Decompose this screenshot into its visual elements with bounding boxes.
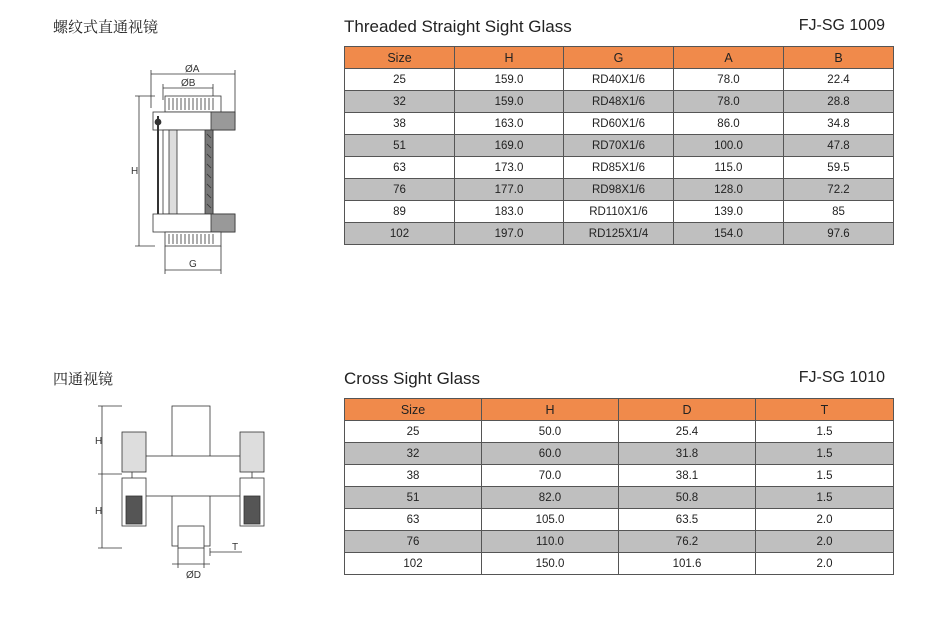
column-header: Size xyxy=(345,47,455,69)
table-cell: 31.8 xyxy=(619,443,756,465)
table-cell: 59.5 xyxy=(784,157,894,179)
table-cell: 38 xyxy=(345,113,455,135)
table-cell: 63 xyxy=(345,509,482,531)
column-header: G xyxy=(564,47,674,69)
table-cell: 139.0 xyxy=(674,201,784,223)
table-cell: 197.0 xyxy=(455,223,564,245)
table-row xyxy=(345,113,894,135)
table-cell: 70.0 xyxy=(482,465,619,487)
table-cell: 38.1 xyxy=(619,465,756,487)
table-row xyxy=(345,509,894,531)
column-header: A xyxy=(674,47,784,69)
dimension-h-lower-label: H xyxy=(95,506,103,517)
table-cell: 173.0 xyxy=(455,157,564,179)
table-cell: 25 xyxy=(345,69,455,91)
table-cell: 78.0 xyxy=(674,91,784,113)
column-header: H xyxy=(455,47,564,69)
table-cell: 2.0 xyxy=(756,509,894,531)
table-cell: 32 xyxy=(345,443,482,465)
table-cell: 163.0 xyxy=(455,113,564,135)
section1-title-en: Threaded Straight Sight Glass xyxy=(344,17,572,36)
table-cell: 105.0 xyxy=(482,509,619,531)
dimension-h-upper-label: H xyxy=(95,436,103,447)
table-row xyxy=(345,223,894,245)
table-row xyxy=(345,201,894,223)
table-cell: 101.6 xyxy=(619,553,756,575)
table-cell: 177.0 xyxy=(455,179,564,201)
column-header: H xyxy=(482,399,619,421)
table-cell: 86.0 xyxy=(674,113,784,135)
table-row xyxy=(345,91,894,113)
dimension-d-label: ØD xyxy=(186,570,201,581)
column-header: Size xyxy=(345,399,482,421)
table-cell: 51 xyxy=(345,487,482,509)
table-header-row xyxy=(345,47,894,69)
section2-product-code: FJ-SG 1010 xyxy=(798,369,885,386)
table-cell: 76 xyxy=(345,179,455,201)
table-cell: 38 xyxy=(345,465,482,487)
table-cell: 1.5 xyxy=(756,487,894,509)
table-cell: 22.4 xyxy=(784,69,894,91)
table-row xyxy=(345,553,894,575)
table-cell: 78.0 xyxy=(674,69,784,91)
table-row xyxy=(345,531,894,553)
cross-sight-glass-drawing xyxy=(92,402,282,582)
table-cell: 51 xyxy=(345,135,455,157)
table-cell: 115.0 xyxy=(674,157,784,179)
dimension-a-label: ØA xyxy=(185,64,200,75)
table-cell: 1.5 xyxy=(756,421,894,443)
section2-title-cn: 四通视镜 xyxy=(53,370,114,388)
table-cell: 110.0 xyxy=(482,531,619,553)
table-cell: 154.0 xyxy=(674,223,784,245)
table-cell: 183.0 xyxy=(455,201,564,223)
section1-title-cn: 螺纹式直通视镜 xyxy=(53,18,159,36)
dimension-h-label: H xyxy=(131,166,139,177)
table-cell: 85 xyxy=(784,201,894,223)
table-cell: 47.8 xyxy=(784,135,894,157)
table-cell: 1.5 xyxy=(756,465,894,487)
section2-title-en: Cross Sight Glass xyxy=(344,369,481,388)
table-cell: 102 xyxy=(345,223,455,245)
table-cell: 169.0 xyxy=(455,135,564,157)
table-cell: 60.0 xyxy=(482,443,619,465)
table-cell: 102 xyxy=(345,553,482,575)
column-header: D xyxy=(619,399,756,421)
table-row xyxy=(345,465,894,487)
table-cell: RD40X1/6 xyxy=(564,69,674,91)
table-cell: 76.2 xyxy=(619,531,756,553)
dimension-g-label: G xyxy=(189,259,197,270)
table-cell: RD110X1/6 xyxy=(564,201,674,223)
table-cell: 128.0 xyxy=(674,179,784,201)
threaded-sight-glass-table xyxy=(344,46,894,245)
table-cell: RD48X1/6 xyxy=(564,91,674,113)
table-cell: 159.0 xyxy=(455,91,564,113)
table-row xyxy=(345,69,894,91)
table-cell: 97.6 xyxy=(784,223,894,245)
table-cell: 63.5 xyxy=(619,509,756,531)
table-cell: RD60X1/6 xyxy=(564,113,674,135)
table-cell: 25 xyxy=(345,421,482,443)
table-cell: 1.5 xyxy=(756,443,894,465)
table-cell: 89 xyxy=(345,201,455,223)
table-cell: 50.8 xyxy=(619,487,756,509)
table-cell: 25.4 xyxy=(619,421,756,443)
column-header: T xyxy=(756,399,894,421)
cross-sight-glass-table xyxy=(344,398,894,575)
table-cell: 28.8 xyxy=(784,91,894,113)
table-cell: 72.2 xyxy=(784,179,894,201)
table-cell: 76 xyxy=(345,531,482,553)
table-cell: RD125X1/4 xyxy=(564,223,674,245)
table-cell: RD98X1/6 xyxy=(564,179,674,201)
table-cell: 32 xyxy=(345,91,455,113)
table-row xyxy=(345,421,894,443)
column-header: B xyxy=(784,47,894,69)
table-row xyxy=(345,179,894,201)
dimension-b-label: ØB xyxy=(181,78,196,89)
table-cell: 50.0 xyxy=(482,421,619,443)
dimension-t-label: T xyxy=(232,542,239,553)
table-cell: RD85X1/6 xyxy=(564,157,674,179)
table-cell: 82.0 xyxy=(482,487,619,509)
table-row xyxy=(345,135,894,157)
table-header-row xyxy=(345,399,894,421)
table-cell: 34.8 xyxy=(784,113,894,135)
table-row xyxy=(345,487,894,509)
table-cell: RD70X1/6 xyxy=(564,135,674,157)
table-cell: 100.0 xyxy=(674,135,784,157)
table-cell: 150.0 xyxy=(482,553,619,575)
table-row xyxy=(345,157,894,179)
section1-product-code: FJ-SG 1009 xyxy=(798,17,885,34)
table-cell: 159.0 xyxy=(455,69,564,91)
threaded-sight-glass-drawing xyxy=(125,60,245,275)
table-cell: 2.0 xyxy=(756,553,894,575)
table-cell: 2.0 xyxy=(756,531,894,553)
table-cell: 63 xyxy=(345,157,455,179)
table-row xyxy=(345,443,894,465)
